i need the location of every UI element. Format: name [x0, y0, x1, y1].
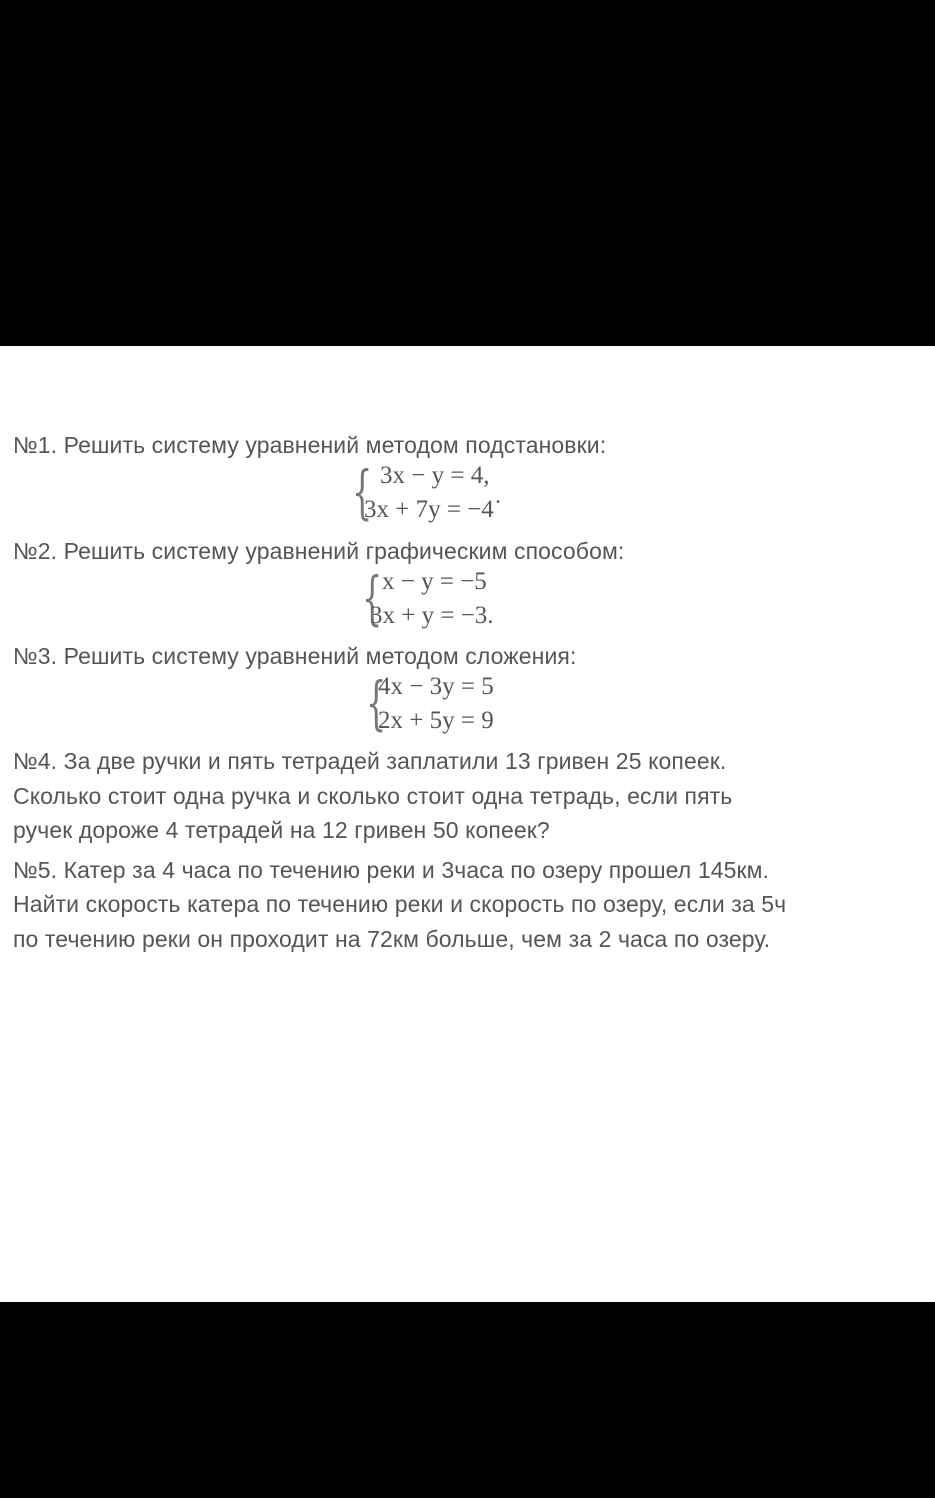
problem-4-line-3: ручек дороже 4 тетрадей на 12 гривен 50 копеек?	[13, 817, 550, 843]
top-black-bar	[0, 0, 935, 346]
brace-icon: {	[352, 458, 373, 526]
bottom-black-bar	[0, 1302, 935, 1498]
brace-icon: {	[366, 669, 387, 737]
problem-5-line-1: №5. Катер за 4 часа по течению реки и 3часа по озеру прошел 145км.	[13, 857, 770, 883]
brace-icon: {	[362, 564, 383, 632]
problem-5-line-3: по течению реки он проходит на 72км больше, чем за 2 часа по озеру.	[13, 926, 771, 952]
document-page	[0, 346, 935, 1302]
problem-1-system	[352, 458, 552, 528]
problem-3-system	[366, 669, 566, 739]
problem-4-line-1: №4. За две ручки и пять тетрадей заплатили 13 гривен 25 копеек.	[13, 748, 727, 774]
problem-3-equation-2: 2x + 5y = 9	[378, 707, 494, 734]
problem-2-system	[362, 564, 562, 634]
problem-1-equation-2: 3x + 7y = −4˙	[364, 496, 503, 523]
problem-5-line-2: Найти скорость катера по течению реки и скорость по озеру, если за 5ч	[13, 891, 787, 917]
problem-1-equation-1: 3x − y = 4,	[380, 462, 490, 489]
problem-2-equation-2: 3x + y = −3.	[370, 602, 494, 629]
problem-3-title: №3. Решить систему уравнений методом сложения:	[13, 643, 577, 669]
problem-1-title: №1. Решить систему уравнений методом подстановки:	[13, 432, 607, 458]
problem-4-line-2: Сколько стоит одна ручка и сколько стоит одна тетрадь, если пять	[13, 783, 733, 809]
problem-2-equation-1: x − y = −5	[382, 568, 487, 595]
problem-2-title: №2. Решить систему уравнений графическим способом:	[13, 538, 625, 564]
problem-3-equation-1: 4x − 3y = 5	[378, 673, 494, 700]
